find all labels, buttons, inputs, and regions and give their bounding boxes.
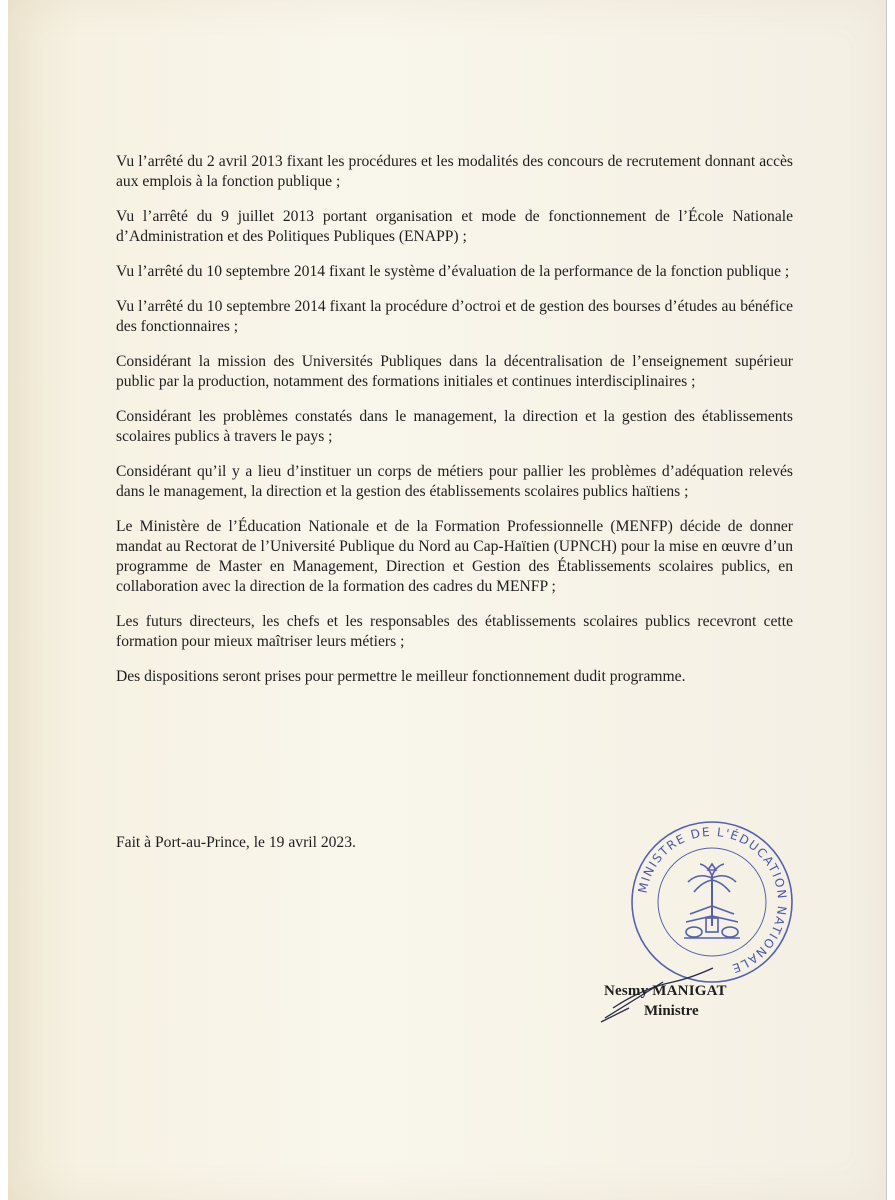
paragraph: Vu l’arrêté du 10 septembre 2014 fixant la procédure d’octroi et de gestion des bourses d’études au bénéfice des fonctionnaires ; [116,298,793,335]
paragraph: Les futurs directeurs, les chefs et les responsables des établissements scolaires publics recevront cette formation pour mieux maîtriser leurs métiers ; [116,613,793,650]
paragraph: Vu l’arrêté du 2 avril 2013 fixant les procédures et les modalités des concours de recrutement donnant accès aux emplois à la fonction publique ; [116,153,793,190]
paragraph: Considérant la mission des Universités Publiques dans la décentralisation de l’enseignement supérieur public par la production, notamment des formations initiales et continues interdisciplinaires ; [116,353,793,390]
seal-text: MINISTRE DE L'ÉDUCATION NATIONALE [635,824,790,976]
document-body [116,152,793,702]
paragraph: Le Ministère de l’Éducation Nationale et de la Formation Professionnelle (MENFP) décide de donner mandat au Rectorat de l’Université Publique du Nord au Cap-Haïtien (UPNCH) pour la mise en œuvre d’un programme de Master en Management, Direction et Gestion des Établissements scolaires publics, en collaboration avec la direction de la formation des cadres du MENFP ; [116,518,793,595]
document-page [8,0,887,1200]
signer-name: Nesmy MANIGAT [604,983,727,999]
paragraph: Considérant qu’il y a lieu d’instituer un corps de métiers pour pallier les problèmes d’adéquation relevés dans le management, la direction et la gestion des établissements scolaires publics haïtiens ; [116,463,793,500]
signer-title: Ministre [644,1003,699,1019]
paragraph: Vu l’arrêté du 9 juillet 2013 portant organisation et mode de fonctionnement de l’École Nationale d’Administration et des Politiques Publiques (ENAPP) ; [116,208,793,245]
paragraph: Vu l’arrêté du 10 septembre 2014 fixant le système d’évaluation de la performance de la fonction publique ; [116,263,790,280]
place-date-line: Fait à Port-au-Prince, le 19 avril 2023. [116,834,356,851]
paragraph: Considérant les problèmes constatés dans le management, la direction et la gestion des établissements scolaires publics à travers le pays ; [116,408,793,445]
paragraph: Des dispositions seront prises pour permettre le meilleur fonctionnement dudit programme. [116,668,686,685]
